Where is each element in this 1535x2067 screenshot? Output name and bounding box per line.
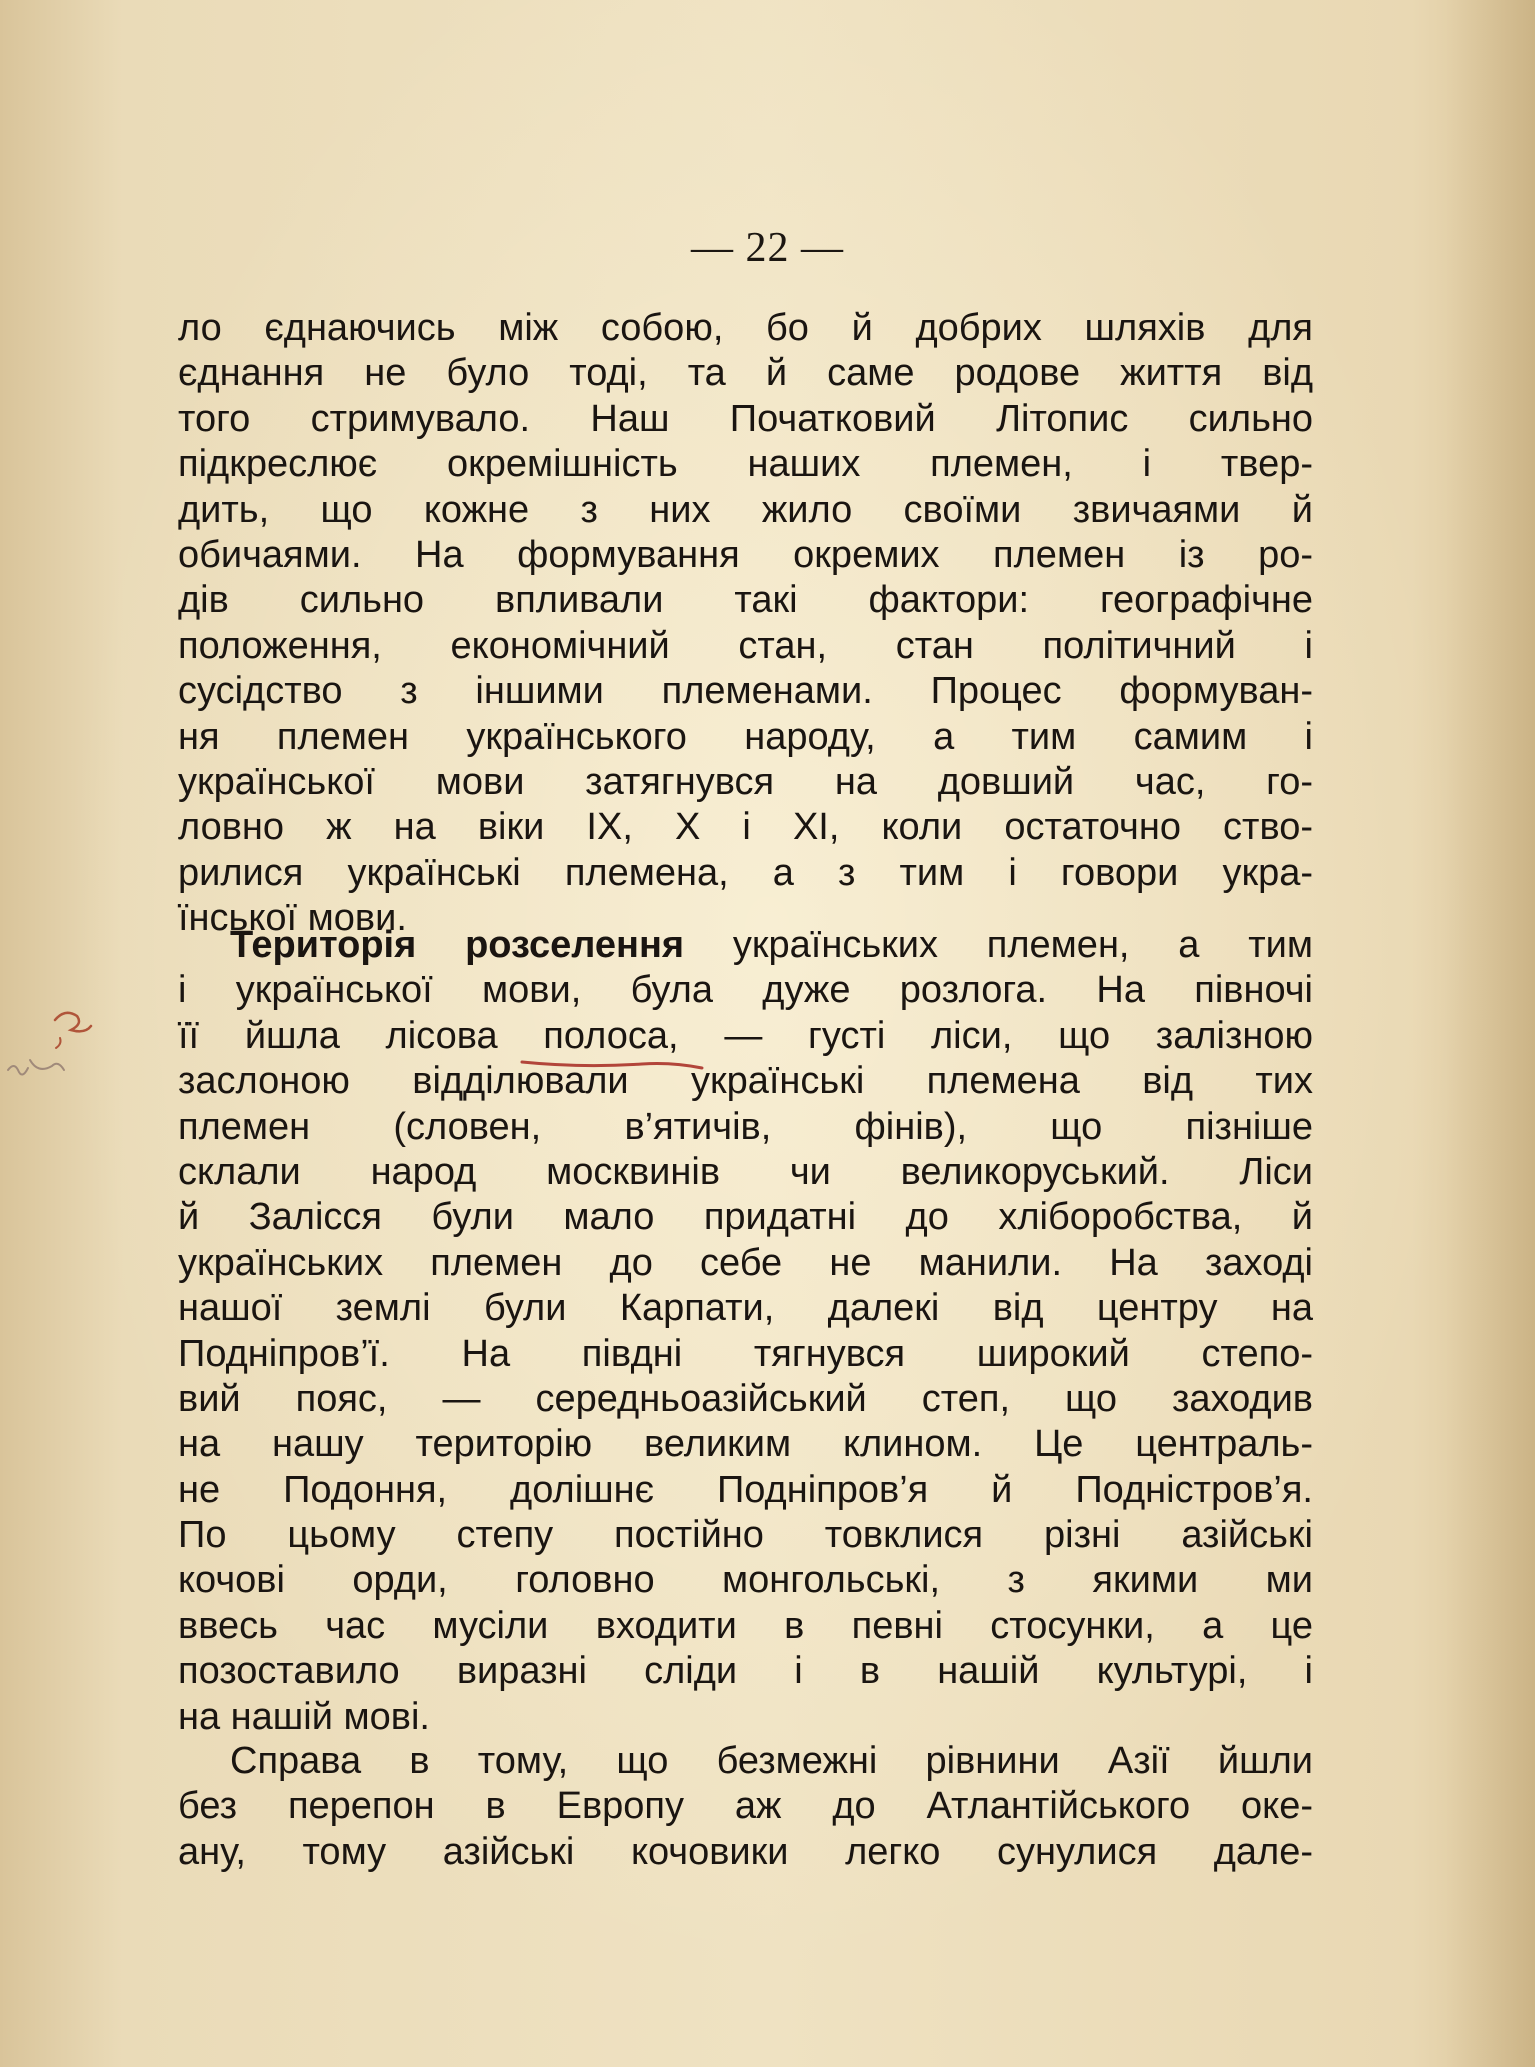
text-line: вий пояс, — середньоазійський степ, що заходив [178, 1377, 1313, 1420]
text-line: Подніпров’ї. На півдні тягнувся широкий степо- [178, 1332, 1313, 1375]
text-line: Справа в тому, що безмежні рівнини Азії йшли [230, 1740, 1313, 1782]
page-number: — 22 — [691, 225, 844, 271]
text-line: склали народ москвинів чи великоруський. Ліси [178, 1150, 1313, 1193]
margin-pencil-mark [0, 960, 140, 1140]
text-line: заслоною відділювали українські племена від тих [178, 1060, 1313, 1103]
text-line: сусідство з іншими племенами. Процес формуван- [178, 670, 1313, 713]
text-line: без перепон в Европу аж до Атлантійського оке- [178, 1785, 1313, 1828]
text-line: обичаями. На формування окремих племен із ро- [178, 533, 1313, 576]
text-line: ввесь час мусіли входити в певні стосунки, а це [178, 1604, 1313, 1647]
red-underline-mark [520, 1054, 720, 1074]
text-line: підкреслює окремішність наших племен, і твер- [178, 443, 1313, 486]
paragraph-lead-line [178, 923, 1313, 968]
bold-term: Територія розселення [230, 924, 685, 966]
text-line: ану, тому азійські кочовики легко сунулися дале- [178, 1830, 1313, 1873]
paragraph-3 [178, 1739, 1313, 1875]
text-line: кочові орди, головно монгольські, з якими ми [178, 1559, 1313, 1602]
text-line: позоставило виразні сліди і в нашій культурі, і [178, 1650, 1313, 1693]
text-line: ловно ж на віки IX, X і XI, коли остаточно ство- [178, 806, 1313, 849]
text-line: на нашу територію великим клином. Це централь- [178, 1423, 1313, 1466]
text-line: ло єднаючись між собою, бо й добрих шляхів для [178, 307, 1313, 349]
text-line: не Подоння, долішнє Подніпров’я й Подністров’я. [178, 1468, 1313, 1511]
paragraph-2 [178, 923, 1313, 1740]
text-line: того стримувало. Наш Початковий Літопис сильно [178, 397, 1313, 440]
text-line: єднання не було тоді, та й саме родове життя від [178, 352, 1313, 395]
lead-line-rest: українських племен, а тим [684, 924, 1313, 966]
text-line: нашої землі були Карпати, далекі від центру на [178, 1287, 1313, 1330]
text-line: По цьому степу постійно товклися різні азійські [178, 1514, 1313, 1557]
text-line: українських племен до себе не манили. На заході [178, 1241, 1313, 1284]
page-edge-shadow [1445, 0, 1535, 2067]
text-line: дів сильно впливали такі фактори: географічне [178, 579, 1313, 622]
text-line: їнської мови. [178, 897, 407, 940]
text-line: й Залісся були мало придатні до хліборобства, й [178, 1196, 1313, 1239]
text-line: племен (словен, в’ятичів, фінів), що пізніше [178, 1105, 1313, 1148]
text-line: і української мови, була дуже розлога. На півночі [178, 969, 1313, 1012]
text-line: рилися українські племена, а з тим і говори укра- [178, 851, 1313, 894]
text-line: положення, економічний стан, стан політичний і [178, 624, 1313, 667]
text-line: ня племен українського народу, а тим самим і [178, 715, 1313, 758]
text-line: дить, що кожне з них жило своїми звичаями й [178, 488, 1313, 531]
paragraph-1 [178, 306, 1313, 941]
text-line: української мови затягнувся на довший час, го- [178, 760, 1313, 803]
text-line: на нашій мові. [178, 1695, 430, 1738]
text-line: її йшла лісова полоса, — густі ліси, що залізною [178, 1014, 1313, 1057]
